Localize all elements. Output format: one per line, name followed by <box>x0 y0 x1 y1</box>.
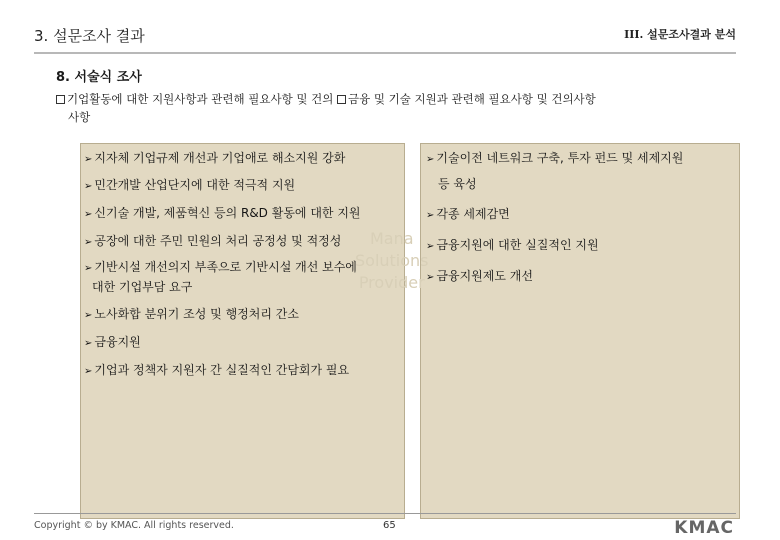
right-list-item: ➢ 금융지원제도 개선 <box>426 269 533 283</box>
checkbox-square-icon <box>56 95 65 104</box>
footer-divider <box>34 513 736 514</box>
watermark: Mana Solutions Provider <box>355 229 429 292</box>
intro-item-right-label: 금융 및 기술 지원과 관련해 필요사항 및 건의사항 <box>348 92 596 106</box>
arrow-bullet-icon: ➢ <box>426 210 435 221</box>
intro-line-2: 사항 <box>68 110 91 124</box>
right-list-item-continuation: 등 육성 <box>438 177 477 191</box>
left-list-item: ➢ 공장에 대한 주민 민원의 처리 공정성 및 적정성 <box>84 234 342 248</box>
arrow-bullet-icon: ➢ <box>84 237 93 248</box>
left-list-item: ➢ 기반시설 개선의지 부족으로 기반시설 개선 보수에 <box>84 260 357 274</box>
intro-text <box>56 90 736 126</box>
left-list-item: ➢ 노사화합 분위기 조성 및 행정처리 간소 <box>84 307 299 321</box>
right-list-item: ➢ 기술이전 네트워크 구축, 투자 펀드 및 세제지원 <box>426 151 684 165</box>
left-list-item: ➢ 금융지원 <box>84 335 141 349</box>
right-panel <box>420 143 740 519</box>
left-list-item: ➢ 민간개발 산업단지에 대한 적극적 지원 <box>84 178 296 192</box>
arrow-bullet-icon: ➢ <box>84 310 93 321</box>
arrow-bullet-icon: ➢ <box>426 154 435 165</box>
arrow-bullet-icon: ➢ <box>426 241 435 252</box>
chapter-title: III. 설문조사결과 분석 <box>624 28 736 41</box>
section-heading: 8. 서술식 조사 <box>56 70 142 85</box>
intro-item-left-label: 기업활동에 대한 지원사항과 관련해 필요사항 및 건의 <box>67 92 334 106</box>
copyright-notice: Copyright © by KMAC. All rights reserved. <box>34 520 234 531</box>
intro-line-1 <box>56 90 736 108</box>
arrow-bullet-icon: ➢ <box>84 338 93 349</box>
left-list-item-continuation: 대한 기업부담 요구 <box>92 280 193 294</box>
page-number: 65 <box>383 520 396 531</box>
left-panel <box>80 143 405 519</box>
checkbox-square-icon <box>337 95 346 104</box>
left-list-item: ➢ 지자체 기업규제 개선과 기업애로 해소지원 강화 <box>84 151 346 165</box>
arrow-bullet-icon: ➢ <box>84 209 93 220</box>
kmac-logo: KMAC <box>674 518 734 538</box>
page-section-title: 3. 설문조사 결과 <box>34 27 145 45</box>
header-divider <box>34 52 736 54</box>
arrow-bullet-icon: ➢ <box>84 181 93 192</box>
left-list-item: ➢ 신기술 개발, 제품혁신 등의 R&D 활동에 대한 지원 <box>84 206 361 220</box>
right-list-item: ➢ 각종 세제감면 <box>426 207 510 221</box>
right-list-item: ➢ 금융지원에 대한 실질적인 지원 <box>426 238 599 252</box>
left-list-item: ➢ 기업과 정책자 지원자 간 실질적인 간담회가 필요 <box>84 363 350 377</box>
arrow-bullet-icon: ➢ <box>84 263 93 274</box>
arrow-bullet-icon: ➢ <box>84 366 93 377</box>
arrow-bullet-icon: ➢ <box>84 154 93 165</box>
arrow-bullet-icon: ➢ <box>426 272 435 283</box>
